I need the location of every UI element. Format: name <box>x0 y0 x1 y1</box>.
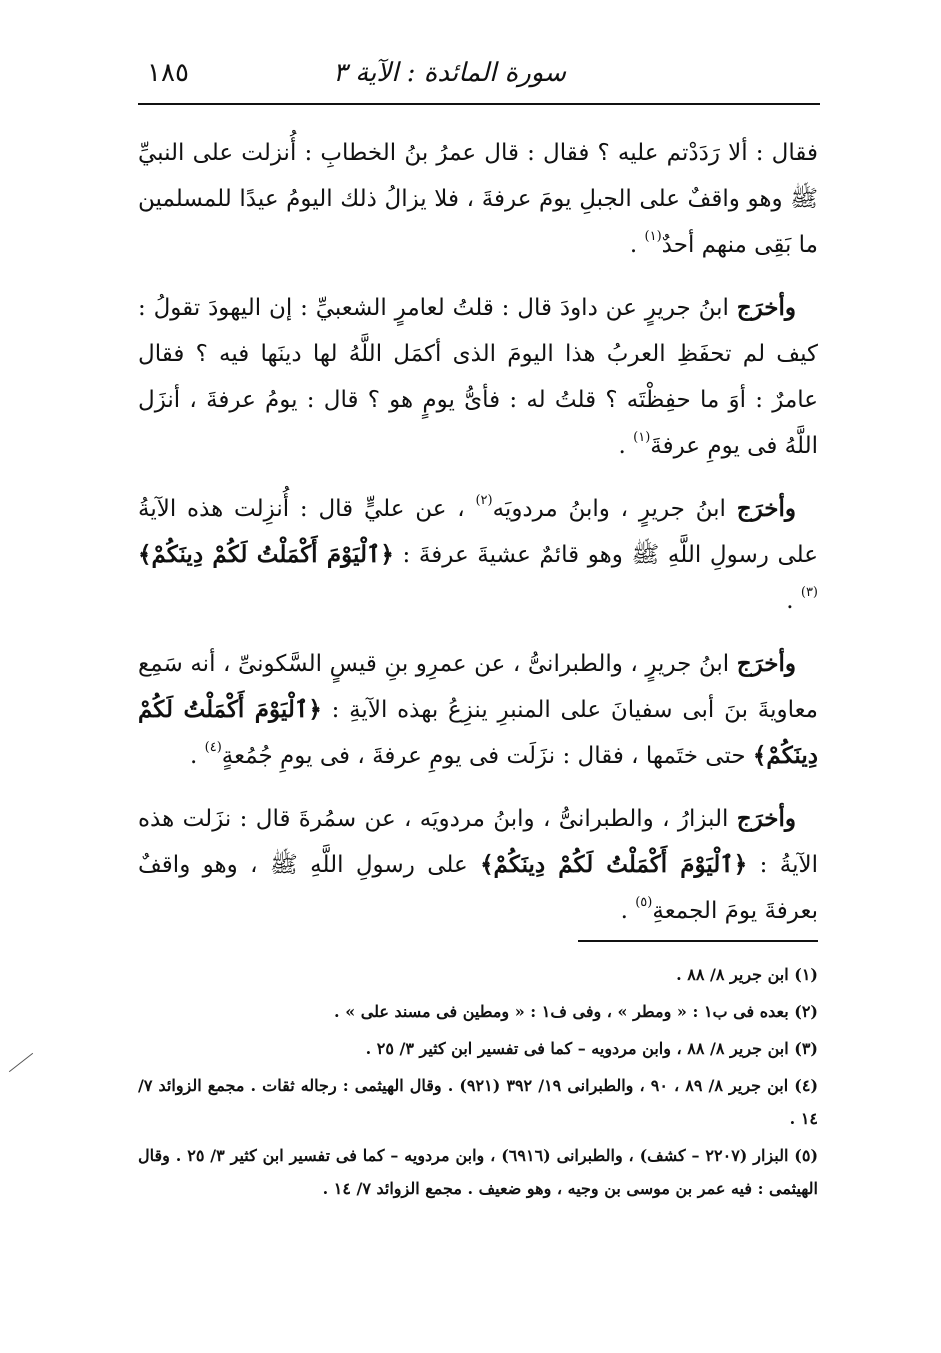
paragraph-2 <box>138 285 818 469</box>
footnote-rule <box>578 940 818 942</box>
quran-verse: ﴿ٱلْيَوْمَ أَكْمَلْتُ لَكُمْ دِينَكُمْ﴾ <box>480 851 748 878</box>
footnote-ref[interactable]: (١) <box>644 229 662 244</box>
footnote-1: (١) ابن جرير ٨/ ٨٨ . <box>676 965 818 984</box>
paragraph-lead: وأخرَج <box>736 805 796 832</box>
paragraph-text: ابنُ جريرٍ عن داودَ قال : قلتُ لعامرٍ الشعبيِّ : إن اليهودَ تقولُ : كيف لم تحفَظِ العربُ هذا اليومَ الذى أكمَل اللَّهُ لها دينَها فيه ؟ فقال عامرٌ : أوَ ما حفِظْتَه ؟ قلتُ له : فأىُّ يومٍ هو ؟ قال : يومُ عرفةَ ، أنزَل اللَّهُ فى يومِ عرفةَ <box>138 295 818 459</box>
paragraph-5 <box>138 796 818 934</box>
footnote-5: (٥) البزار (٢٢٠٧ – كشف) ، والطبرانى (٦٩١٦) ، وابن مردويه – كما فى تفسير ابن كثير ٣/ ٢٥ . وقال الهيثمى : فيه عمر بن موسى بن وجيه ، وهو ضعيف . مجمع الزوائد ٧/ ١٤ . <box>138 1146 819 1198</box>
paragraph-text-continued: حتى ختَمها ، فقال : نزَلَت فى يومِ عرفةَ ، فى يومِ جُمُعةٍ <box>221 743 753 769</box>
paragraph-tail: . <box>618 433 634 459</box>
footnote-3: (٣) ابن جرير ٨/ ٨٨ ، وابن مردويه – كما فى تفسير ابن كثير ٣/ ٢٥ . <box>365 1039 818 1058</box>
quran-verse: ﴿ٱلْيَوْمَ أَكْمَلْتُ لَكُمْ دِينَكُمْ﴾ <box>138 696 818 769</box>
paragraph-text-continued: على رسولِ اللَّهِ ﷺ ، وهو واقفٌ بعرفةَ يومَ الجمعةِ <box>138 852 818 924</box>
paragraph-lead: وأخرَج <box>736 294 796 321</box>
paragraph-tail: . <box>786 588 801 614</box>
paragraph-lead: وأخرَج <box>736 650 796 677</box>
paragraph-text-continued: ، عن عليٍّ قال : أُنزِلت هذه الآيةُ على رسولِ اللَّهِ ﷺ وهو قائمٌ عشيةَ عرفةَ : <box>138 496 818 568</box>
footnote-ref[interactable]: (٣) <box>800 585 818 600</box>
footnote-4: (٤) ابن جرير ٨/ ٨٩ ، ٩٠ ، والطبرانى ١٩/ ٣٩٢ (٩٢١) . وقال الهيثمى : رجاله ثقات . مجمع الزوائد ٧/ ١٤ . <box>138 1076 819 1128</box>
footnote-ref[interactable]: (٤) <box>204 740 222 755</box>
main-text <box>138 130 818 951</box>
footnotes <box>138 958 818 1209</box>
header-title: سورة المائدة : الآية ٣ <box>332 58 566 88</box>
paragraph-tail: . <box>190 743 205 769</box>
paragraph-3 <box>138 486 818 624</box>
scan-mark <box>9 1053 33 1072</box>
paragraph-text: فقال : ألا رَدَدْتم عليه ؟ فقال : قال عمرُ بنُ الخطابِ : أُنزلت على النبيِّ ﷺ وهو واقفٌ على الجبلِ يومَ عرفةَ ، فلا يزالُ ذلك اليومُ عيدًا للمسلمين ما بَقِى منهم أحدٌ <box>138 140 818 258</box>
running-header <box>138 52 818 96</box>
paragraph-tail: . <box>629 232 645 258</box>
paragraph-lead: وأخرَج <box>736 495 796 522</box>
footnote-ref[interactable]: (٢) <box>475 493 493 508</box>
quran-verse: ﴿ٱلْيَوْمَ أَكْمَلْتُ لَكُمْ دِينَكُمْ﴾ <box>138 541 394 568</box>
paragraph-tail: . <box>620 898 636 924</box>
paragraph-1 <box>138 130 818 268</box>
paragraph-text: ابنُ جريرٍ ، والطبرانىُّ ، عن عمرِو بنِ قيسٍ السَّكونىِّ ، أنه سَمِع معاويةَ بنَ أبى سفيانَ على المنبرِ ينزِعُ بهذه الآيةِ : <box>138 651 819 723</box>
paragraph-text: ابنُ جريرٍ ، وابنُ مردويَه <box>492 496 737 522</box>
footnote-ref[interactable]: (٥) <box>635 895 653 910</box>
paragraph-text: البزارُ ، والطبرانىُّ ، وابنُ مردويَه ، عن سمُرةَ قال : نزَلت هذه الآيةُ : <box>138 806 818 878</box>
page-number: ١٨٥ <box>147 58 189 88</box>
header-rule <box>138 103 820 105</box>
paragraph-4 <box>138 641 818 779</box>
footnote-2: (٢) بعده فى ب١ : « ومطر » ، وفى ف١ : « ومطين فى مسند على » . <box>334 1002 818 1021</box>
footnote-ref[interactable]: (١) <box>633 430 651 445</box>
